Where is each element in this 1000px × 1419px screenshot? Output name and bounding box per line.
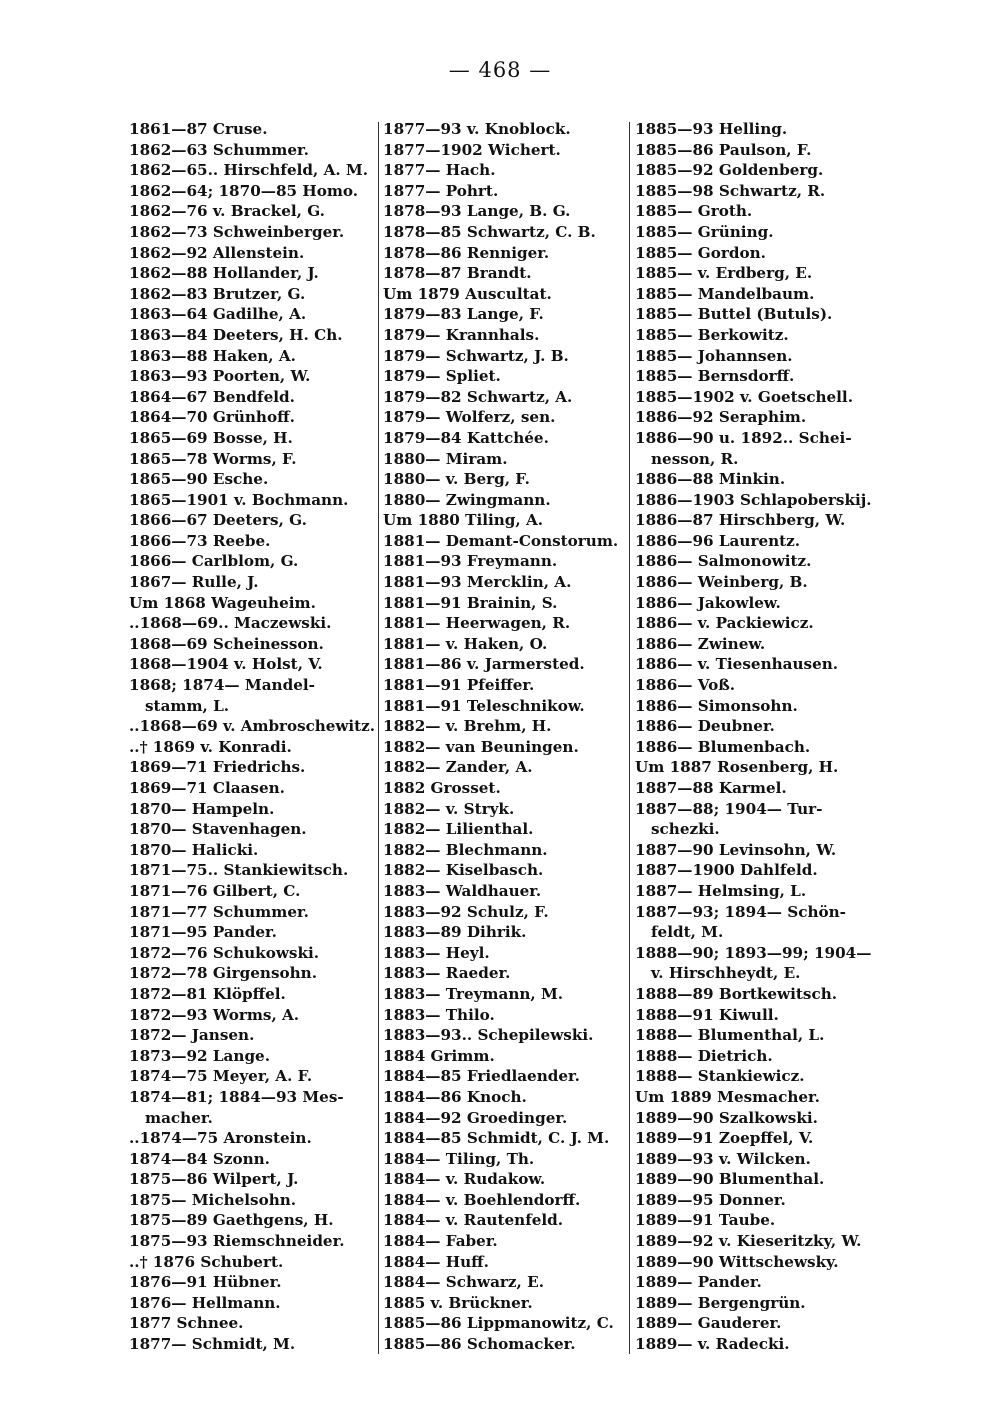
- register-entry: 1886— v. Tiesenhausen.: [635, 655, 839, 674]
- register-entry: 1886—87 Hirschberg, W.: [635, 511, 846, 530]
- register-entry: 1862—64; 1870—85 Homo.: [129, 181, 359, 200]
- column-3: [635, 119, 881, 1355]
- register-entry: 1872—76 Schukowski.: [129, 943, 320, 962]
- register-entry: 1877 Schnee.: [129, 1314, 244, 1333]
- register-entry: 1880— Zwingmann.: [383, 490, 551, 509]
- register-entry: macher.: [145, 1108, 213, 1127]
- register-entry: ..1868—69.. Maczewski.: [129, 614, 332, 633]
- register-entry: 1877— Schmidt, M.: [129, 1335, 296, 1354]
- register-entry: 1882— v. Brehm, H.: [383, 717, 552, 736]
- register-entry: 1862—76 v. Brackel, G.: [129, 202, 325, 221]
- register-entry: Um 1880 Tiling, A.: [383, 511, 544, 530]
- register-entry: 1883—92 Schulz, F.: [383, 902, 549, 921]
- register-entry: 1865—90 Esche.: [129, 470, 269, 489]
- register-entry: 1887—90 Levinsohn, W.: [635, 840, 837, 859]
- register-entry: Um 1889 Mesmacher.: [635, 1087, 820, 1106]
- register-entry: 1869—71 Friedrichs.: [129, 758, 306, 777]
- register-entry: 1885— Gordon.: [635, 243, 766, 262]
- register-entry: 1885— v. Erdberg, E.: [635, 264, 813, 283]
- register-entry: 1889— Pander.: [635, 1273, 762, 1292]
- register-entry: 1885— Groth.: [635, 202, 753, 221]
- register-entry: 1865—78 Worms, F.: [129, 449, 297, 468]
- column-1: [129, 119, 375, 1355]
- register-entry: ..1868—69 v. Ambroschewitz.: [129, 717, 375, 736]
- register-entry: 1878—85 Schwartz, C. B.: [383, 222, 596, 241]
- register-entry: 1882— Blechmann.: [383, 840, 548, 859]
- register-entry: 1884— v. Rautenfeld.: [383, 1211, 564, 1230]
- register-entry: 1869—71 Claasen.: [129, 779, 285, 797]
- register-entry: 1885 v. Brückner.: [383, 1293, 533, 1312]
- register-entry: 1862—65.. Hirschfeld, A. M.: [129, 161, 369, 180]
- register-entry: 1862—92 Allenstein.: [129, 243, 305, 262]
- register-entry: 1877—93 v. Knoblock.: [383, 120, 571, 138]
- register-entry: 1874—75 Meyer, A. F.: [129, 1067, 313, 1086]
- register-entry: 1881— Heerwagen, R.: [383, 614, 571, 633]
- register-entry: 1889—93 v. Wilcken.: [635, 1149, 811, 1168]
- register-entry: 1883— Treymann, M.: [383, 984, 564, 1003]
- register-entry: 1868; 1874— Mandel-: [129, 676, 315, 695]
- column-2: [383, 119, 626, 1355]
- register-entry: 1883—89 Dihrik.: [383, 923, 527, 942]
- register-entry: 1886— Weinberg, B.: [635, 573, 808, 592]
- register-entry: 1883— Thilo.: [383, 1005, 495, 1024]
- register-entry: 1878—87 Brandt.: [383, 264, 532, 283]
- register-entry: 1887—93; 1894— Schön-: [635, 902, 846, 921]
- register-entry: 1875— Michelsohn.: [129, 1190, 297, 1209]
- register-entry: 1885—86 Lippmanowitz, C.: [383, 1314, 614, 1333]
- register-entry: 1870— Halicki.: [129, 840, 259, 859]
- register-entry: 1883— Heyl.: [383, 943, 490, 962]
- register-entry: 1889— Gauderer.: [635, 1314, 782, 1333]
- register-entry: 1886—88 Minkin.: [635, 470, 786, 489]
- register-entry: 1888— Blumenthal, L.: [635, 1026, 825, 1045]
- register-entry: Um 1887 Rosenberg, H.: [635, 758, 839, 777]
- register-entry: 1888—91 Kiwull.: [635, 1005, 779, 1024]
- register-entry: 1889—92 v. Kieseritzky, W.: [635, 1232, 862, 1251]
- column-divider: [629, 122, 630, 1354]
- register-entry: 1879—82 Schwartz, A.: [383, 387, 573, 406]
- register-entry: 1871—95 Pander.: [129, 923, 277, 942]
- register-entry: 1889—91 Zoepffel, V.: [635, 1129, 814, 1148]
- register-entry: 1866—67 Deeters, G.: [129, 511, 307, 530]
- register-entry: 1887—88; 1904— Tur-: [635, 799, 823, 818]
- register-entry: 1885—98 Schwartz, R.: [635, 181, 826, 200]
- register-entry: 1871—77 Schummer.: [129, 902, 309, 921]
- register-entry: 1880— Miram.: [383, 449, 508, 468]
- register-entry: 1872—93 Worms, A.: [129, 1005, 300, 1024]
- register-entry: 1875—86 Wilpert, J.: [129, 1170, 299, 1189]
- register-entry: 1882— Lilienthal.: [383, 820, 534, 839]
- register-entry: 1868—69 Scheinesson.: [129, 634, 324, 653]
- register-entry: 1885— Johannsen.: [635, 346, 793, 365]
- register-entry: 1877— Pohrt.: [383, 181, 499, 200]
- register-entry: 1872—78 Girgensohn.: [129, 964, 317, 983]
- register-entry: 1883— Raeder.: [383, 964, 511, 983]
- register-entry: 1874—84 Szonn.: [129, 1149, 270, 1168]
- register-entry: 1867— Rulle, J.: [129, 573, 259, 592]
- register-entry: 1885—1902 v. Goetschell.: [635, 387, 853, 406]
- register-entry: 1871—75.. Stankiewitsch.: [129, 861, 349, 880]
- register-entry: 1882— v. Stryk.: [383, 799, 515, 818]
- register-entry: 1882— Kiselbasch.: [383, 861, 544, 880]
- register-entry: 1876— Hellmann.: [129, 1293, 281, 1312]
- register-entry: 1862—88 Hollander, J.: [129, 264, 319, 283]
- register-entry: 1881—91 Brainin, S.: [383, 593, 558, 612]
- register-entry: 1875—89 Gaethgens, H.: [129, 1211, 334, 1230]
- register-entry: 1885—86 Schomacker.: [383, 1335, 576, 1354]
- register-entry: 1875—93 Riemschneider.: [129, 1232, 345, 1251]
- register-entry: v. Hirschheydt, E.: [651, 964, 801, 983]
- register-entry: 1886— Zwinew.: [635, 634, 766, 653]
- register-entry: Um 1868 Wageuheim.: [129, 593, 316, 612]
- register-entry: 1889— Bergengrün.: [635, 1293, 806, 1312]
- register-entry: 1886—92 Seraphim.: [635, 408, 807, 427]
- register-entry: 1865—69 Bosse, H.: [129, 428, 293, 447]
- register-entry: 1876—91 Hübner.: [129, 1273, 282, 1292]
- register-entry: schezki.: [651, 820, 720, 839]
- register-entry: 1886—1903 Schlapoberskij.: [635, 490, 872, 509]
- register-entry: 1884— v. Boehlendorff.: [383, 1190, 581, 1209]
- register-entry: 1882 Grosset.: [383, 779, 501, 797]
- register-entry: 1873—92 Lange.: [129, 1046, 271, 1065]
- register-entry: 1862—83 Brutzer, G.: [129, 284, 306, 303]
- register-entry: 1881—93 Mercklin, A.: [383, 573, 572, 592]
- register-entry: 1885—92 Goldenberg.: [635, 161, 824, 180]
- register-entry: 1884— v. Rudakow.: [383, 1170, 546, 1189]
- register-entry: 1881—93 Freymann.: [383, 552, 558, 571]
- register-entry: 1887—1900 Dahlfeld.: [635, 861, 818, 880]
- register-entry: 1885— Bernsdorff.: [635, 367, 795, 386]
- register-entry: 1871—76 Gilbert, C.: [129, 881, 301, 900]
- register-entry: 1877—1902 Wichert.: [383, 140, 561, 159]
- register-entry: 1884— Huff.: [383, 1252, 489, 1271]
- register-entry: 1865—1901 v. Bochmann.: [129, 490, 349, 509]
- register-entry: 1885— Berkowitz.: [635, 325, 789, 344]
- register-entry: 1887— Helmsing, L.: [635, 881, 807, 900]
- register-entry: ..† 1876 Schubert.: [129, 1252, 284, 1271]
- register-entry: 1888— Stankiewicz.: [635, 1067, 805, 1086]
- register-entry: 1881—86 v. Jarmersted.: [383, 655, 585, 674]
- register-entry: 1877— Hach.: [383, 161, 496, 180]
- register-entry: 1881— Demant-Constorum.: [383, 531, 619, 550]
- register-entry: 1884— Faber.: [383, 1232, 498, 1251]
- register-entry: 1870— Stavenhagen.: [129, 820, 307, 839]
- register-entry: 1885— Mandelbaum.: [635, 284, 815, 303]
- register-entry: 1884—92 Groedinger.: [383, 1108, 568, 1127]
- register-entry: 1885— Grüning.: [635, 222, 774, 241]
- register-entry: 1883—93.. Schepilewski.: [383, 1026, 594, 1045]
- register-entry: 1878—86 Renniger.: [383, 243, 550, 262]
- register-entry: feldt, M.: [651, 923, 724, 942]
- page-number: — 468 —: [448, 58, 552, 82]
- register-entry: 1882— Zander, A.: [383, 758, 533, 777]
- register-entry: 1881— v. Haken, O.: [383, 634, 548, 653]
- register-entry: 1879—84 Kattchée.: [383, 428, 549, 447]
- register-entry: 1888—90; 1893—99; 1904—: [635, 943, 872, 962]
- register-entry: 1878—93 Lange, B. G.: [383, 202, 571, 221]
- register-entry: 1872— Jansen.: [129, 1026, 255, 1045]
- register-entry: 1861—87 Cruse.: [129, 120, 268, 138]
- register-entry: 1872—81 Klöpffel.: [129, 984, 286, 1003]
- register-entry: 1879—83 Lange, F.: [383, 305, 544, 324]
- register-entry: 1879— Wolferz, sen.: [383, 408, 556, 427]
- register-entry: 1886—90 u. 1892.. Schei-: [635, 428, 852, 447]
- register-entry: 1884 Grimm.: [383, 1046, 495, 1065]
- register-entry: 1889—90 Szalkowski.: [635, 1108, 818, 1127]
- register-entry: 1886— Deubner.: [635, 717, 775, 736]
- register-entry: 1863—93 Poorten, W.: [129, 367, 311, 386]
- register-entry: 1885— Buttel (Butuls).: [635, 305, 833, 324]
- register-entry: 1886— Blumenbach.: [635, 737, 811, 756]
- register-entry: 1889—90 Wittschewsky.: [635, 1252, 839, 1271]
- register-entry: 1886— Voß.: [635, 676, 736, 695]
- register-entry: 1889—95 Donner.: [635, 1190, 786, 1209]
- register-entry: 1864—67 Bendfeld.: [129, 387, 295, 406]
- register-entry: nesson, R.: [651, 449, 739, 468]
- register-entry: 1879— Spliet.: [383, 367, 501, 386]
- register-entry: 1888—89 Bortkewitsch.: [635, 984, 838, 1003]
- register-entry: 1889—90 Blumenthal.: [635, 1170, 825, 1189]
- register-entry: 1868—1904 v. Holst, V.: [129, 655, 323, 674]
- register-entry: 1866— Carlblom, G.: [129, 552, 299, 571]
- register-entry: 1863—84 Deeters, H. Ch.: [129, 325, 343, 344]
- register-entry: 1886— Salmonowitz.: [635, 552, 812, 571]
- register-entry: 1886— Jakowlew.: [635, 593, 781, 612]
- register-entry: 1886— v. Packiewicz.: [635, 614, 814, 633]
- register-entry: 1889— v. Radecki.: [635, 1335, 790, 1354]
- register-entry: 1874—81; 1884—93 Mes-: [129, 1087, 344, 1106]
- register-entry: 1862—63 Schummer.: [129, 140, 309, 159]
- register-entry: 1883— Waldhauer.: [383, 881, 542, 900]
- register-entry: 1884—86 Knoch.: [383, 1087, 527, 1106]
- register-entry: 1885—93 Helling.: [635, 120, 788, 138]
- register-entry: 1863—64 Gadilhe, A.: [129, 305, 307, 324]
- register-entry: 1879— Krannhals.: [383, 325, 540, 344]
- register-entry: 1862—73 Schweinberger.: [129, 222, 345, 241]
- register-entry: 1879— Schwartz, J. B.: [383, 346, 569, 365]
- register-entry: 1882— van Beuningen.: [383, 737, 579, 756]
- register-entry: 1884— Schwarz, E.: [383, 1273, 544, 1292]
- register-entry: 1886— Simonsohn.: [635, 696, 798, 715]
- register-entry: stamm, L.: [145, 696, 230, 715]
- register-entry: 1880— v. Berg, F.: [383, 470, 530, 489]
- register-entry: 1864—70 Grünhoff.: [129, 408, 295, 427]
- register-entry: 1866—73 Reebe.: [129, 531, 271, 550]
- register-entry: 1884—85 Schmidt, C. J. M.: [383, 1129, 610, 1148]
- register-entry: 1881—91 Teleschnikow.: [383, 696, 585, 715]
- register-entry: 1886—96 Laurentz.: [635, 531, 801, 550]
- register-entry: 1885—86 Paulson, F.: [635, 140, 812, 159]
- register-entry: ..1874—75 Aronstein.: [129, 1129, 312, 1148]
- register-entry: 1887—88 Karmel.: [635, 779, 787, 797]
- register-entry: 1889—91 Taube.: [635, 1211, 776, 1230]
- register-entry: 1888— Dietrich.: [635, 1046, 773, 1065]
- register-entry: 1884— Tiling, Th.: [383, 1149, 535, 1168]
- register-entry: 1870— Hampeln.: [129, 799, 275, 818]
- register-entry: 1884—85 Friedlaender.: [383, 1067, 580, 1086]
- register-entry: 1881—91 Pfeiffer.: [383, 676, 535, 695]
- register-entry: ..† 1869 v. Konradi.: [129, 737, 292, 756]
- register-entry: 1863—88 Haken, A.: [129, 346, 296, 365]
- register-entry: Um 1879 Auscultat.: [383, 284, 552, 303]
- column-divider: [378, 122, 379, 1354]
